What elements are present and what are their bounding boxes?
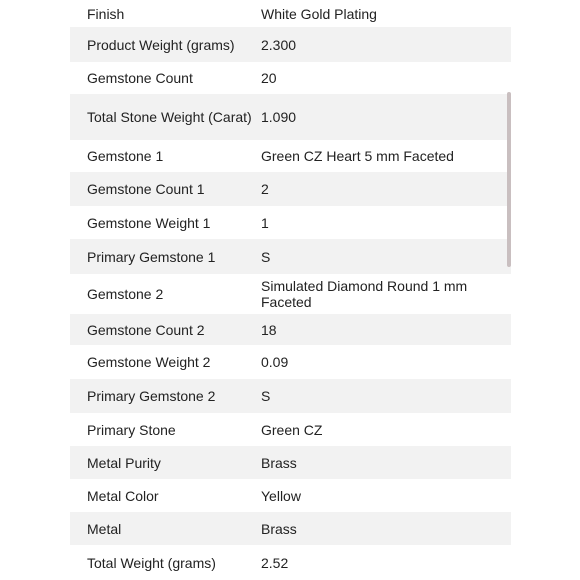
spec-value: 20: [261, 70, 277, 86]
spec-value: 2.300: [261, 36, 297, 53]
spec-value: Brass: [261, 454, 297, 471]
spec-value: 0.09: [261, 354, 289, 370]
spec-value: Green CZ: [261, 421, 323, 438]
spec-label: Finish: [87, 5, 125, 22]
spec-row-total-stone-weight: [70, 94, 511, 140]
spec-label: Primary Gemstone 1: [87, 248, 216, 265]
spec-label: Gemstone Weight 1: [87, 214, 211, 231]
spec-row-primary-gemstone-2: [70, 379, 511, 413]
spec-value: Simulated Diamond Round 1 mm Faceted: [261, 278, 468, 310]
spec-row-finish: [70, 0, 511, 27]
spec-label: Total Weight (grams): [87, 554, 216, 571]
spec-row-gemstone-count-2: [70, 314, 511, 345]
spec-label: Primary Stone: [87, 421, 176, 438]
spec-row-metal-color: [70, 479, 511, 512]
spec-row-gemstone-count: [70, 62, 511, 94]
spec-value: White Gold Plating: [261, 5, 377, 22]
spec-row-product-weight: [70, 27, 511, 62]
spec-label: Metal Purity: [87, 454, 161, 471]
spec-label: Gemstone Count 1: [87, 181, 205, 197]
spec-label: Gemstone Count 2: [87, 321, 205, 338]
spec-value: 18: [261, 321, 277, 338]
spec-value: Yellow: [261, 487, 301, 504]
spec-row-gemstone-1: [70, 140, 511, 172]
spec-value: 2: [261, 181, 269, 197]
spec-label: Metal Color: [87, 487, 159, 504]
spec-value: 2.52: [261, 554, 289, 571]
spec-label: Total Stone Weight (Carat): [87, 109, 252, 125]
spec-label: Gemstone Count: [87, 70, 193, 86]
spec-value: S: [261, 388, 271, 404]
spec-row-total-weight: [70, 545, 511, 580]
spec-value: 1: [261, 214, 269, 231]
spec-row-gemstone-2: [70, 274, 511, 314]
spec-label: Gemstone 2: [87, 286, 164, 302]
spec-row-metal-purity: [70, 446, 511, 479]
specifications-table: [70, 0, 511, 580]
spec-label: Gemstone Weight 2: [87, 354, 211, 370]
spec-value: S: [261, 248, 271, 265]
spec-row-gemstone-count-1: [70, 172, 511, 206]
spec-value: Brass: [261, 520, 297, 537]
spec-row-primary-stone: [70, 413, 511, 446]
spec-label: Primary Gemstone 2: [87, 388, 216, 404]
spec-row-gemstone-weight-1: [70, 206, 511, 239]
spec-label: Metal: [87, 520, 122, 537]
spec-value: 1.090: [261, 109, 297, 125]
spec-row-primary-gemstone-1: [70, 239, 511, 274]
spec-row-gemstone-weight-2: [70, 345, 511, 379]
spec-label: Gemstone 1: [87, 148, 164, 164]
spec-label: Product Weight (grams): [87, 36, 235, 53]
spec-value: Green CZ Heart 5 mm Faceted: [261, 148, 454, 164]
scrollbar-thumb[interactable]: [507, 92, 511, 267]
spec-row-metal: [70, 512, 511, 545]
